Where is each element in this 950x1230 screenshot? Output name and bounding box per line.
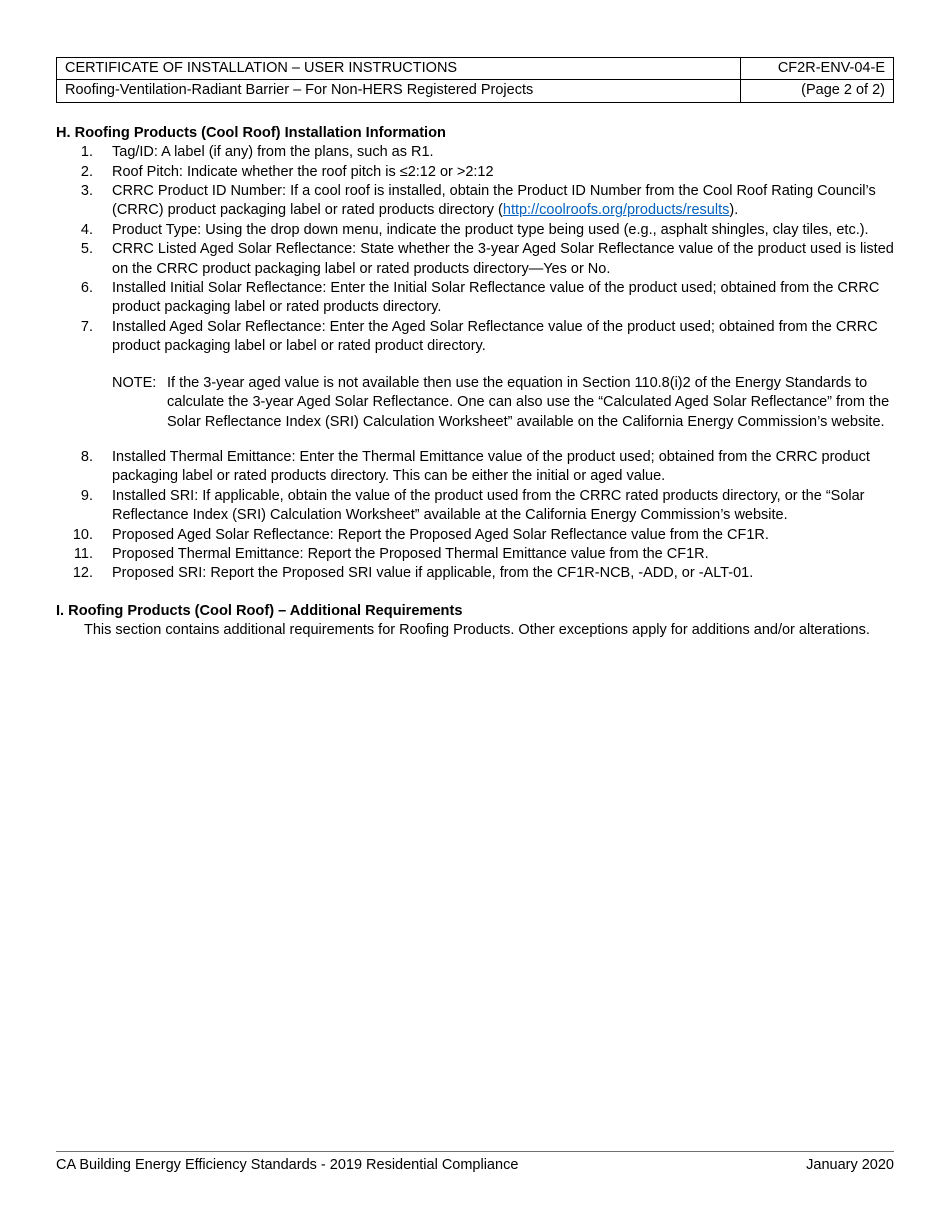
list-item-text: Roof Pitch: Indicate whether the roof pitch is ≤2:12 or >2:12 [112,163,494,180]
list-item-12 [56,564,894,583]
list-number: 3. [80,183,93,200]
list-item-text-after-link: ). [729,202,739,219]
list-item-text: CRRC Listed Aged Solar Reflectance: State whether the 3-year Aged Solar Reflectance value of the product used is listed on the CRRC product packaging label or rated products directory—Yes or No. [112,241,894,277]
list-item-text [112,182,894,221]
section-h-heading: H. Roofing Products (Cool Roof) Installation Information [56,124,446,141]
header-page-number: (Page 2 of 2) [741,80,894,102]
header-title: CERTIFICATE OF INSTALLATION – USER INSTRUCTIONS [57,58,741,80]
footer-date: January 2020 [806,1157,894,1173]
header-form-number: CF2R-ENV-04-E [741,58,894,80]
list-item-9 [56,487,894,526]
list-number: 11. [73,545,93,562]
list-number: 7. [80,318,93,335]
list-item-text: Installed SRI: If applicable, obtain the value of the product used from the CRRC rated products directory, or the “Solar Reflectance Index (SRI) Calculation Worksheet” available at the California Energy Commission’s website. [112,487,865,524]
list-item-4 [56,221,894,240]
list-item-11 [56,545,894,564]
list-item-10 [56,526,894,545]
list-number: 5. [80,241,93,258]
note-block [112,374,894,432]
section-i-heading: I. Roofing Products (Cool Roof) – Additional Requirements [56,602,463,619]
section-h-list-8-12 [56,448,894,584]
list-item-1 [56,143,894,162]
document-header-table [56,57,894,103]
header-row-1 [57,58,894,80]
list-number: 4. [80,221,93,238]
list-item-text: Installed Initial Solar Reflectance: Enter the Initial Solar Reflectance value of the product used; obtained from the CRRC product packaging label or rated products directory. [112,280,880,316]
note-text: If the 3-year aged value is not available then use the equation in Section 110.8(i)2 of the Energy Standards to calculate the 3-year Aged Solar Reflectance. One can also use the “Calculated Aged Solar Reflectance” from the Solar Reflectance Index (SRI) Calculation Worksheet” available on the California Energy Commission’s website. [167,374,890,430]
list-item-2 [56,163,894,182]
footer-standards-text: CA Building Energy Efficiency Standards - 2019 Residential Compliance [56,1157,519,1173]
list-number: 6. [80,280,93,297]
list-item-text: Tag/ID: A label (if any) from the plans, such as R1. [112,144,434,161]
list-item-text: Installed Aged Solar Reflectance: Enter the Aged Solar Reflectance value of the product used; obtained from the CRRC product packaging label or label or rated product directory. [112,318,878,355]
list-item-7 [56,318,894,357]
list-item-text: Installed Thermal Emittance: Enter the Thermal Emittance value of the product used; obtained from the CRRC product packaging label or rated products directory. This can be either the initial or aged value. [112,448,870,485]
section-i-body: This section contains additional requirements for Roofing Products. Other exceptions apply for additions and/or alterations. [84,622,870,639]
header-row-2 [57,80,894,102]
note-label: NOTE: [112,374,157,391]
list-number: 2. [80,163,93,180]
list-item-text: Product Type: Using the drop down menu, indicate the product type being used (e.g., asphalt shingles, clay tiles, etc.). [112,221,869,238]
list-number: 10. [72,526,93,543]
list-number: 12. [72,565,93,582]
list-number: 1. [80,144,93,161]
list-item-text: Proposed Thermal Emittance: Report the Proposed Thermal Emittance value from the CF1R. [112,545,709,562]
header-subtitle: Roofing-Ventilation-Radiant Barrier – For Non-HERS Registered Projects [57,80,741,102]
list-item-3 [56,182,894,221]
list-item-text: Proposed SRI: Report the Proposed SRI value if applicable, from the CF1R-NCB, -ADD, or -ALT-01. [112,565,754,582]
list-item-8 [56,448,894,487]
list-number: 8. [80,448,93,465]
list-item-6 [56,279,894,318]
list-item-text-before-link: CRRC Product ID Number: If a cool roof is installed, obtain the Product ID Number from the Cool Roof Rating Council’s (CRRC) product packaging label or rated products directory ( [112,183,876,219]
list-item-text: Proposed Aged Solar Reflectance: Report the Proposed Aged Solar Reflectance value from the CF1R. [112,526,769,543]
section-h-list-1-7 [56,143,894,356]
coolroofs-products-link[interactable]: http://coolroofs.org/products/results [502,202,730,219]
list-item-5 [56,240,894,279]
list-number: 9. [80,487,93,504]
page-footer [56,1151,894,1175]
